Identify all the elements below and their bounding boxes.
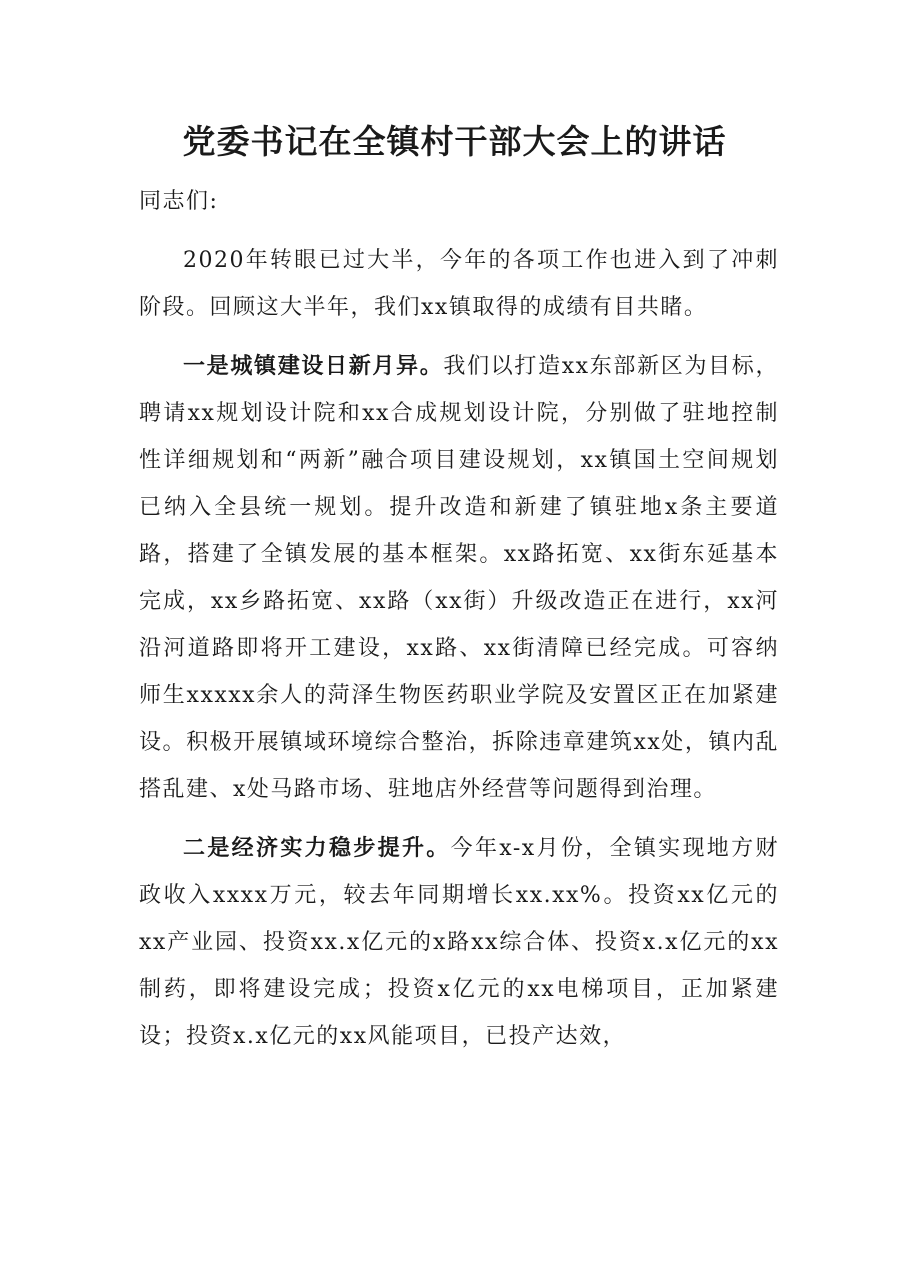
paragraph-text: 我们以打造xx东部新区为目标，聘请xx规划设计院和xx合成规划设计院，分别做了驻地控制性详细规划和“两新”融合项目建设规划，xx镇国土空间规划已纳入全县统一规划。提升改造和新建了镇驻地x条主要道路，搭建了全镇发展的基本框架。xx路拓宽、xx街东延基本完成，xx乡路拓宽、xx路（xx街）升级改造正在进行，xx河沿河道路即将开工建设，xx路、xx街清障已经完成。可容纳师生xxxxx余人的菏泽生物医药职业学院及安置区正在加紧建设。积极开展镇域环境综合整治，拆除违章建筑xx处，镇内乱搭乱建、x处马路市场、驻地店外经营等问题得到治理。 — [139, 354, 779, 802]
paragraph-text: 今年x-x月份，全镇实现地方财政收入xxxx万元，较去年同期增长xx.xx%。投资xx亿元的xx产业园、投资xx.x亿元的x路xx综合体、投资x.x亿元的xx制药，即将建设完成；投资x亿元的xx电梯项目，正加紧建设；投资x.x亿元的xx风能项目，已投产达效， — [139, 836, 779, 1049]
paragraph-urban-construction — [139, 343, 779, 813]
greeting: 同志们: — [139, 189, 219, 214]
paragraph-economy — [139, 825, 779, 1060]
paragraph-text: 2020年转眼已过大半，今年的各项工作也进入到了冲刺阶段。回顾这大半年，我们xx镇取得的成绩有目共睹。 — [139, 248, 779, 320]
document-body — [139, 178, 779, 1072]
paragraph-lead: 二是经济实力稳步提升。 — [183, 835, 451, 861]
document-title: 党委书记在全镇村干部大会上的讲话 — [182, 122, 727, 161]
paragraph-intro — [139, 237, 779, 331]
paragraph-lead: 一是城镇建设日新月异。 — [183, 353, 444, 379]
